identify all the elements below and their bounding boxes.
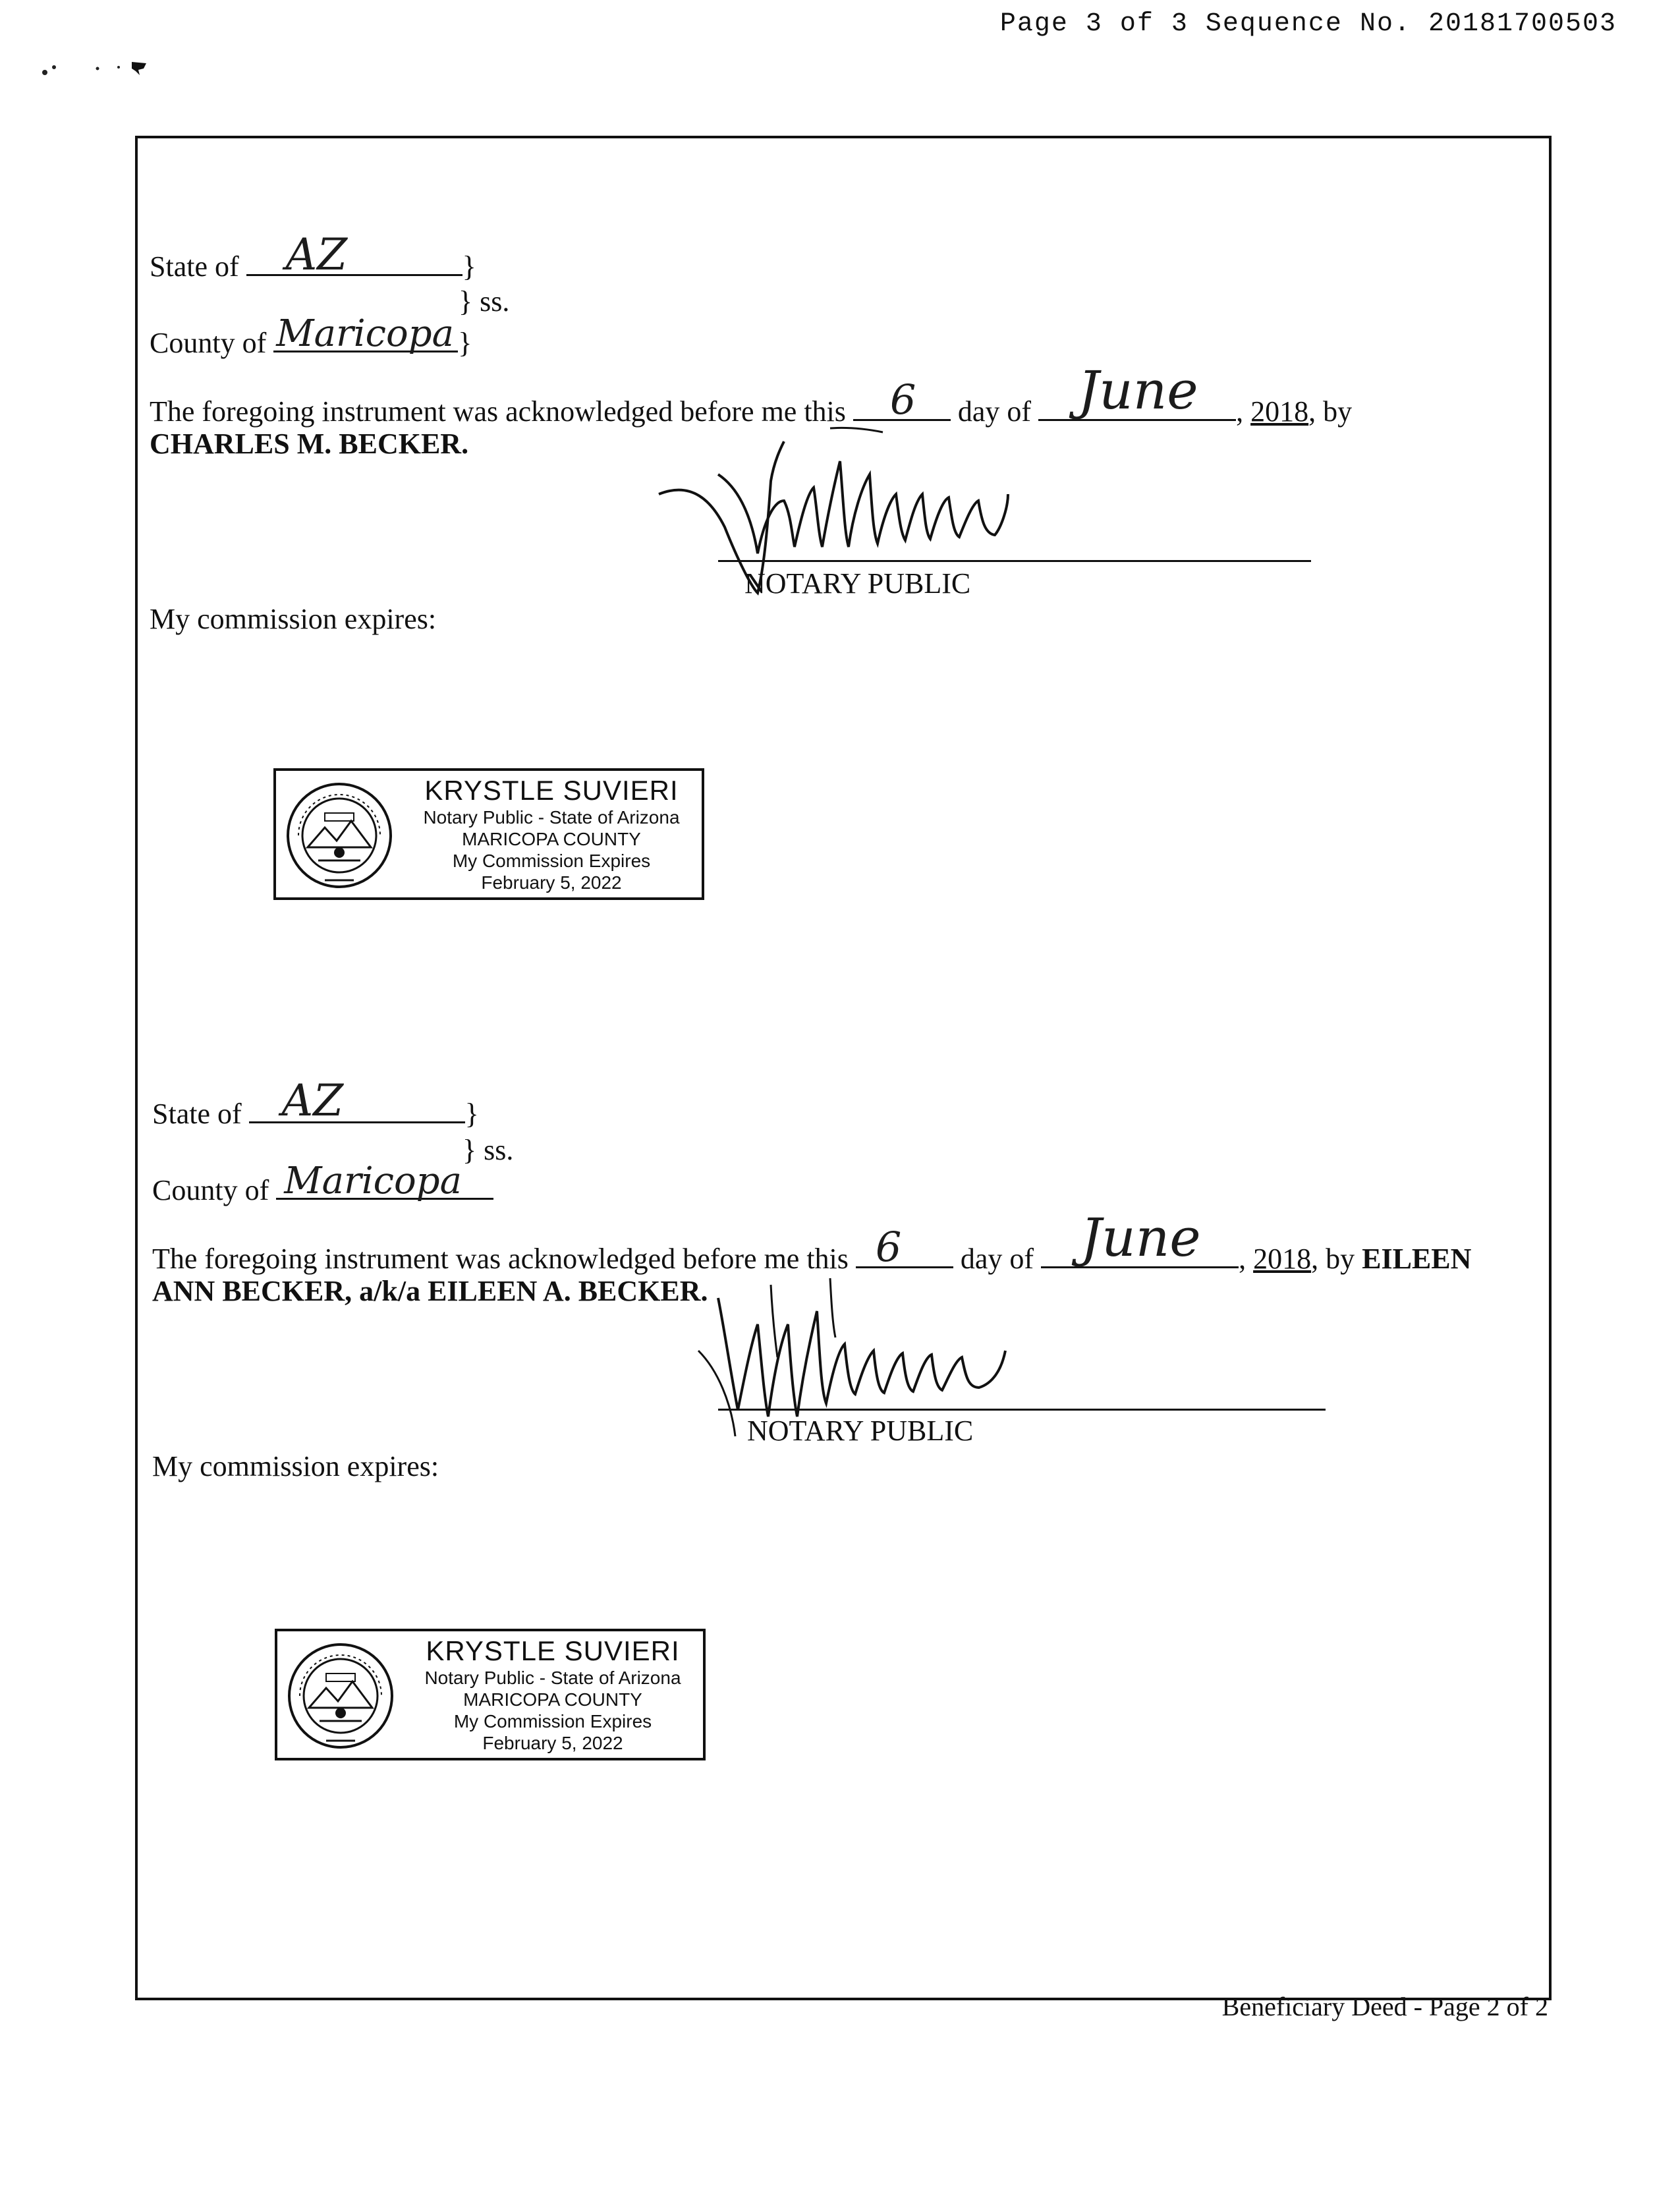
year-line: , 2018, by EILEEN xyxy=(1239,1243,1472,1275)
county-handwritten: Maricopa xyxy=(276,312,454,355)
ss-label: } ss. xyxy=(459,285,510,318)
stamp-line1: Notary Public - State of Arizona xyxy=(424,1668,681,1688)
page-sequence-header: Page 3 of 3 Sequence No. 20181700503 xyxy=(999,9,1617,39)
notary-signature-line xyxy=(718,1409,1326,1411)
year-line: , 2018, by xyxy=(1236,395,1353,428)
county-line: County of Maricopa } xyxy=(150,312,472,359)
signer-line1: EILEEN xyxy=(1362,1243,1472,1275)
by-label: , by xyxy=(1311,1243,1355,1275)
day-handwritten: 6 xyxy=(875,1223,902,1271)
by-label: , by xyxy=(1308,395,1353,428)
ss-label: } ss. xyxy=(462,1134,514,1166)
state-line: State of AZ } xyxy=(150,229,476,283)
state-label: State of xyxy=(152,1098,242,1130)
day-blank xyxy=(856,1223,953,1271)
notary-public-label: NOTARY PUBLIC xyxy=(744,567,971,600)
month-blank xyxy=(1041,1207,1239,1268)
day-of-label: day of xyxy=(957,395,1032,428)
commission-expires-label: My commission expires: xyxy=(152,1450,439,1482)
arizona-state-seal-icon xyxy=(285,781,393,889)
signer-name: ANN BECKER, a/k/a EILEEN A. BECKER. xyxy=(152,1275,708,1307)
month-handwritten: June xyxy=(1078,360,1198,421)
stamp-notary-name: KRYSTLE SUVIERI xyxy=(426,1635,680,1666)
notary-signature-line xyxy=(718,560,1311,562)
sentence-prefix: The foregoing instrument was acknowledged before me this xyxy=(152,1243,849,1275)
county-line xyxy=(152,1160,493,1207)
scan-specks xyxy=(40,55,171,82)
stamp-line3: My Commission Expires xyxy=(452,851,651,871)
stamp-line3: My Commission Expires xyxy=(453,1711,652,1731)
day-blank xyxy=(853,376,951,424)
stamp-line2: MARICOPA COUNTY xyxy=(462,829,641,849)
stamp-line4: February 5, 2022 xyxy=(481,872,622,893)
state-handwritten: AZ xyxy=(281,1075,344,1126)
notary-public-label: NOTARY PUBLIC xyxy=(747,1415,974,1447)
document-footer: Beneficiary Deed - Page 2 of 2 xyxy=(1221,1992,1548,2021)
county-label: County of xyxy=(152,1174,269,1206)
year: 2018 xyxy=(1253,1243,1312,1275)
month-handwritten: June xyxy=(1080,1207,1201,1268)
stamp-notary-name: KRYSTLE SUVIERI xyxy=(424,775,679,806)
commission-expires-label: My commission expires: xyxy=(150,603,437,635)
acknowledgment-sentence xyxy=(152,1207,1472,1276)
year: 2018 xyxy=(1250,395,1309,428)
county-blank xyxy=(276,1160,493,1202)
notary-stamp xyxy=(273,768,704,900)
state-handwritten: AZ xyxy=(285,229,348,280)
county-handwritten: Maricopa xyxy=(284,1160,462,1202)
signer-name: CHARLES M. BECKER. xyxy=(150,428,469,460)
county-label: County of xyxy=(150,327,267,359)
state-line: State of AZ } xyxy=(152,1075,479,1130)
day-handwritten: 6 xyxy=(889,376,916,424)
notary-stamp xyxy=(275,1629,706,1760)
month-blank xyxy=(1038,360,1236,421)
stamp-line1: Notary Public - State of Arizona xyxy=(423,807,680,828)
stamp-line4: February 5, 2022 xyxy=(482,1733,623,1753)
day-of-label: day of xyxy=(960,1243,1034,1275)
stamp-line2: MARICOPA COUNTY xyxy=(463,1689,642,1710)
sentence-prefix: The foregoing instrument was acknowledged before me this xyxy=(150,395,846,428)
state-label: State of xyxy=(150,250,239,283)
arizona-state-seal-icon xyxy=(287,1642,395,1750)
